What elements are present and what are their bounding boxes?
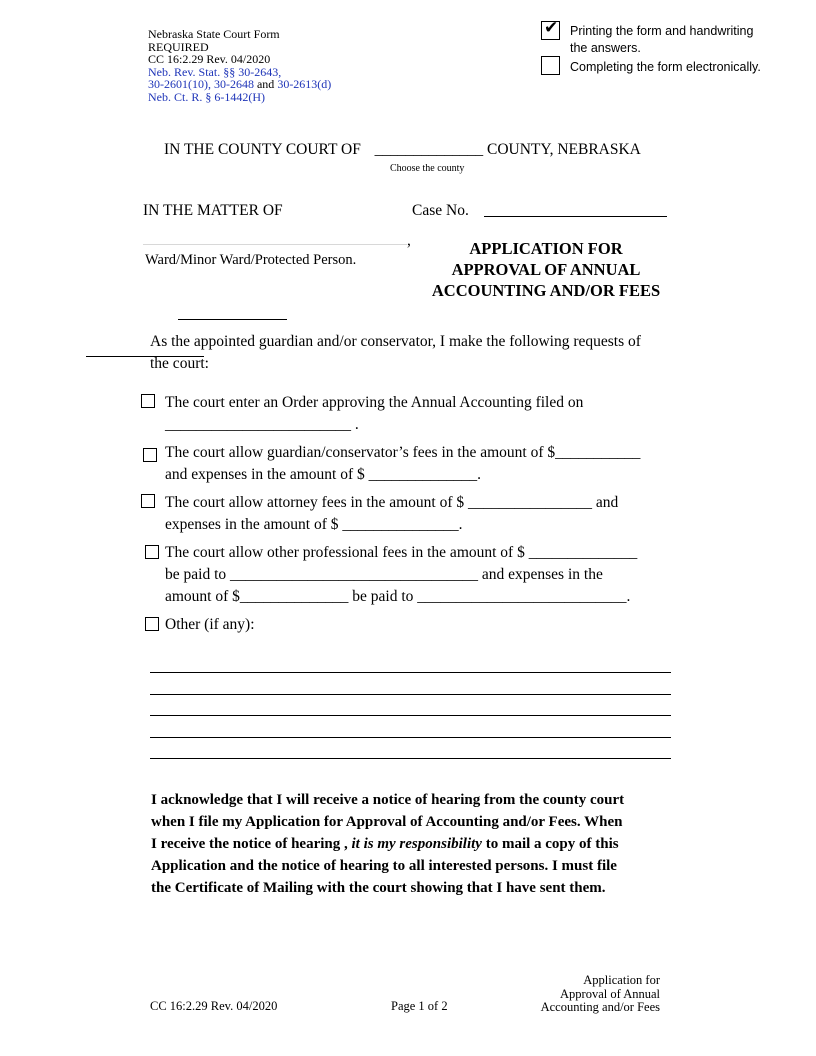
- professional-payee-field[interactable]: be paid to ________________________________ and expenses in the: [165, 566, 603, 583]
- ack-emphasis: it is my responsibility: [351, 836, 482, 852]
- statute-link[interactable]: 30-2601(10), 30-2648: [148, 77, 254, 91]
- professional-expense-field[interactable]: amount of $______________ be paid to ___________________________.: [165, 588, 631, 605]
- ward-comma: ,: [407, 232, 411, 249]
- approve-accounting-checkbox[interactable]: [141, 394, 155, 408]
- accounting-date-field[interactable]: ________________________ .: [165, 416, 359, 433]
- request-approve-accounting: [165, 392, 685, 436]
- ack-line: Application and the notice of hearing to all interested persons. I must file: [151, 858, 617, 874]
- county-hint: Choose the county: [390, 163, 465, 174]
- electronic-option-label: Completing the form electronically.: [570, 60, 761, 74]
- court-rule-link[interactable]: Neb. Ct. R. § 6-1442(H): [148, 89, 265, 104]
- guardian-fee-field[interactable]: The court allow guardian/conservator’s fees in the amount of $___________: [165, 444, 641, 461]
- handwrite-option-label: [570, 23, 753, 57]
- handwrite-label-line: the answers.: [570, 41, 641, 55]
- footer-form-id: CC 16:2.29 Rev. 04/2020: [150, 999, 278, 1013]
- other-request-line[interactable]: [150, 672, 671, 673]
- other-request-checkbox[interactable]: [145, 617, 159, 631]
- court-heading: [164, 139, 684, 161]
- form-header: [148, 28, 408, 103]
- intro-line: As the appointed guardian and/or conservator, I make the following requests of: [150, 333, 641, 350]
- footer-doc-line: Accounting and/or Fees: [540, 1000, 660, 1014]
- case-number-label: Case No.: [412, 202, 469, 219]
- form-id: CC 16:2.29 Rev. 04/2020: [148, 52, 271, 66]
- form-source: Nebraska State Court Form: [148, 27, 280, 41]
- case-number-field[interactable]: [484, 216, 667, 217]
- footer-doc-title: [480, 974, 660, 1015]
- other-request-line[interactable]: [150, 737, 671, 738]
- professional-fees-checkbox[interactable]: [145, 545, 159, 559]
- court-suffix: COUNTY, NEBRASKA: [486, 141, 641, 158]
- electronic-checkbox[interactable]: [541, 56, 560, 75]
- attorney-expense-field[interactable]: expenses in the amount of $ _______________.: [165, 516, 463, 533]
- ack-text: to mail a copy of this: [485, 836, 619, 852]
- intro-text: [150, 331, 690, 375]
- ward-label: Ward/Minor Ward/Protected Person.: [145, 252, 357, 268]
- request-guardian-fees: [165, 442, 685, 486]
- and-text: and: [256, 77, 275, 91]
- intro-line: the court:: [150, 355, 209, 372]
- attorney-fees-checkbox[interactable]: [141, 494, 155, 508]
- ward-name-field[interactable]: [143, 244, 407, 245]
- request-line: The court enter an Order approving the Annual Accounting filed on: [165, 394, 584, 411]
- ack-line: I acknowledge that I will receive a notice of hearing from the county court: [151, 792, 625, 808]
- other-request-line[interactable]: [150, 715, 671, 716]
- footer-doc-line: Application for: [583, 973, 660, 987]
- statute-link[interactable]: Neb. Rev. Stat. §§ 30-2643,: [148, 64, 282, 79]
- attorney-fee-field[interactable]: The court allow attorney fees in the amount of $ ________________ and: [165, 494, 619, 511]
- request-attorney-fees: [165, 492, 685, 536]
- handwrite-label-line: Printing the form and handwriting: [570, 24, 754, 38]
- title-line: APPROVAL OF ANNUAL: [451, 260, 641, 279]
- page-number: Page 1 of 2: [391, 999, 448, 1013]
- other-request-line[interactable]: [150, 758, 671, 759]
- divider: [178, 319, 287, 320]
- other-request-label: Other (if any):: [165, 616, 255, 633]
- ack-line: when I file my Application for Approval of Accounting and/or Fees. When: [151, 814, 623, 830]
- other-request-line[interactable]: [150, 694, 671, 695]
- matter-label: IN THE MATTER OF: [143, 202, 283, 219]
- guardian-expense-field[interactable]: and expenses in the amount of $ ______________.: [165, 466, 481, 483]
- professional-fee-field[interactable]: The court allow other professional fees in the amount of $ ______________: [165, 544, 638, 561]
- guardian-fees-checkbox[interactable]: [143, 448, 157, 462]
- ack-text: I receive the notice of hearing ,: [151, 836, 348, 852]
- title-line: APPLICATION FOR: [469, 239, 623, 258]
- title-line: ACCOUNTING AND/OR FEES: [431, 281, 661, 300]
- request-professional-fees: [165, 542, 685, 608]
- acknowledgment: [151, 789, 691, 899]
- ack-line: the Certificate of Mailing with the court showing that I have sent them.: [151, 880, 606, 896]
- handwrite-checkbox[interactable]: [541, 18, 560, 40]
- required-label: REQUIRED: [148, 39, 209, 54]
- court-prefix: IN THE COUNTY COURT OF: [164, 141, 361, 158]
- ack-line: [151, 833, 691, 855]
- county-field[interactable]: ______________: [374, 141, 484, 158]
- statute-link[interactable]: 30-2613(d): [277, 77, 332, 91]
- footer-doc-line: Approval of Annual: [560, 986, 660, 1001]
- check-icon: ✔: [544, 18, 559, 38]
- document-title: [416, 238, 676, 301]
